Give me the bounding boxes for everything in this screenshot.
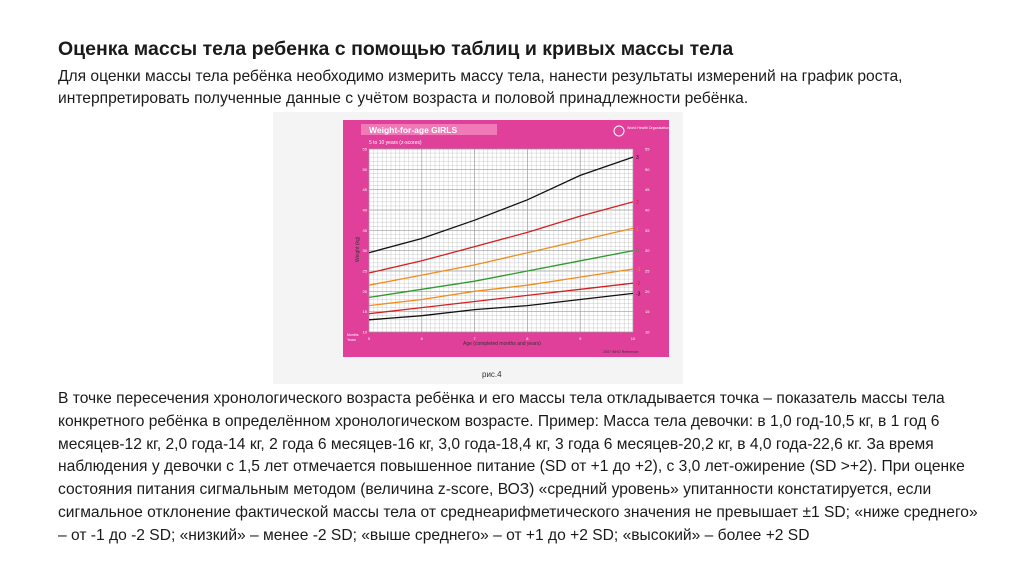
y-tick-label: 10 <box>362 329 367 335</box>
y-tick-label: 25 <box>362 268 367 274</box>
series-label: -1 <box>636 266 641 273</box>
x-tick-label: 9 <box>579 336 582 341</box>
y-tick-label-right: 15 <box>645 309 650 315</box>
chart-subtitle: 5 to 10 years (z-scores) <box>369 140 422 146</box>
x-tick-label: 7 <box>473 336 476 341</box>
y-tick-label: 20 <box>362 288 367 294</box>
y-tick-label-right: 20 <box>645 288 650 294</box>
y-tick-label-right: 40 <box>645 207 650 213</box>
series-label: 0 <box>636 248 639 255</box>
series-label: 3 <box>636 155 639 162</box>
x-axis-label: Age (completed months and years) <box>463 341 541 347</box>
weight-for-age-chart <box>273 112 683 384</box>
y-tick-label: 50 <box>362 166 367 172</box>
y-tick-label-right: 35 <box>645 227 650 233</box>
x-tick-label: 6 <box>420 336 423 341</box>
org-name: World Health Organization <box>627 126 670 130</box>
x-tick-label: 5 <box>367 336 371 341</box>
series-label: 1 <box>636 226 639 233</box>
y-tick-label-right: 55 <box>645 146 650 152</box>
y-tick-label-right: 50 <box>645 166 650 172</box>
series-label: 2 <box>636 199 639 206</box>
body-paragraph: В точке пересечения хронологического возраста ребёнка и его массы тела откладывается точка – показатель массы тела конкретного ребёнка в определённом хронологическом возрасте. Пример: Масса тела девочки: в 1,0 год-10,5 кг, в 1 год 6 месяцев-12 кг, 2,0 года-14 кг, 2 года 6 месяцев-16 кг, 3,0 года-18,4 кг, 3 года 6 месяцев-20,2 кг, в 4,0 года-22,6 кг. За время наблюдения у девочки с 1,5 лет отмечается повышенное питание (SD от +1 до +2), с 3,0 лет-ожирение (SD >+2). При оценке состояния питания сигмальным методом (величина z-score, ВОЗ) «средний уровень» упитанности констатируется, если сигмальное отклонение фактической массы тела от среднеарифметического значения не превышает ±1 SD; «ниже среднего» – от -1 до -2 SD; «низкий» – менее -2 SD; «выше среднего» – от +1 до +2 SD; «высокий» – более +2 SD <box>58 390 978 544</box>
reference-note: 2007 WHO Reference <box>603 350 639 354</box>
chart-grid <box>369 149 633 332</box>
y-tick-label-right: 10 <box>645 329 650 335</box>
series-label: -2 <box>636 281 641 288</box>
y-tick-label: 30 <box>362 248 367 254</box>
y-tick-label-right: 30 <box>645 248 650 254</box>
y-tick-label-right: 25 <box>645 268 650 274</box>
y-tick-label-right: 45 <box>645 187 650 193</box>
figure-container <box>273 112 683 384</box>
y-tick-label: 15 <box>362 309 367 315</box>
x-tick-label: 10 <box>630 336 636 341</box>
slide-title: Оценка массы тела ребенка с помощью таблиц и кривых массы тела <box>58 38 734 60</box>
x-tick-label: 8 <box>526 336 529 341</box>
years-label: Years <box>347 338 356 342</box>
intro-paragraph: Для оценки массы тела ребёнка необходимо измерить массу тела, нанести результаты измерений на график роста, интерпретировать полученные данные с учётом возраста и половой принадлежности ребёнка. <box>58 68 903 107</box>
y-tick-label: 35 <box>362 227 367 233</box>
series-label: -3 <box>636 291 641 298</box>
y-tick-label: 45 <box>362 187 367 193</box>
y-tick-label: 40 <box>362 207 367 213</box>
figure-caption: рис.4 <box>482 370 502 379</box>
y-tick-label: 55 <box>362 146 367 152</box>
months-label: Months <box>347 333 359 337</box>
y-axis-label: Weight (kg) <box>355 236 361 262</box>
chart-title: Weight-for-age GIRLS <box>369 125 458 135</box>
